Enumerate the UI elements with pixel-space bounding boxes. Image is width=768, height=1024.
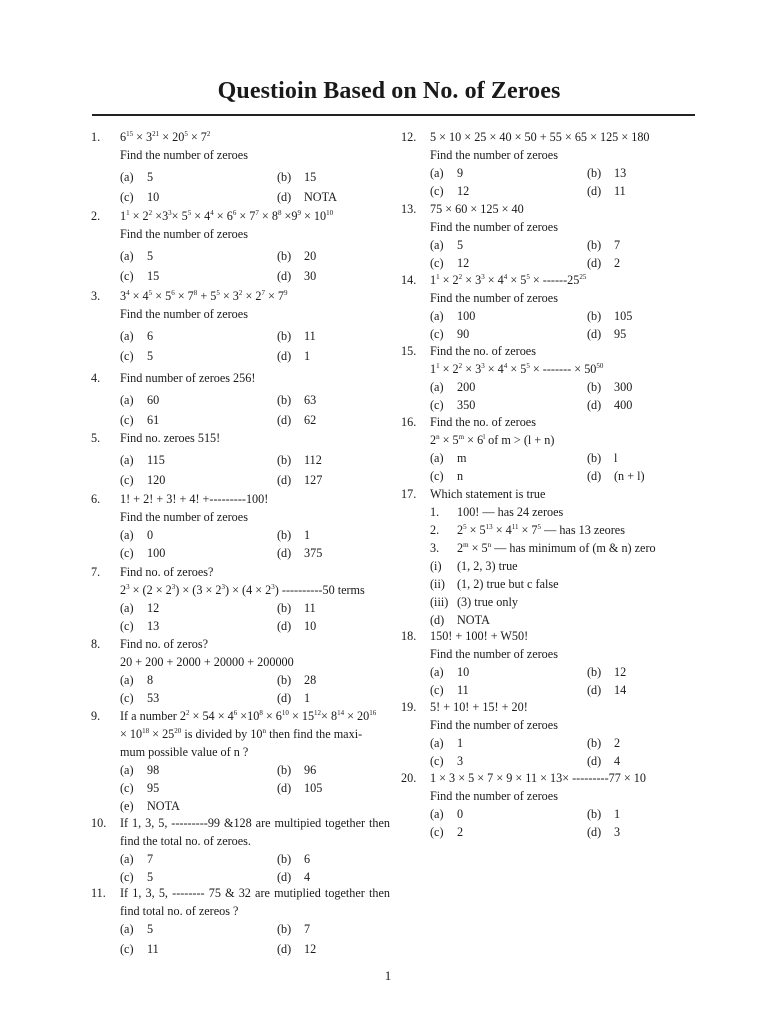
option-d: (d) 30	[277, 269, 317, 283]
question-number: 11.	[91, 886, 106, 900]
option-b: (b) 7	[587, 238, 621, 252]
option-b: (b) 11	[277, 329, 316, 343]
option-c: (c) 11	[120, 942, 159, 956]
answer-options	[120, 671, 391, 707]
question-prompt: Find the number of zeroes	[120, 510, 248, 524]
question-number: 5.	[91, 431, 101, 445]
option-a: (a) 7	[120, 852, 154, 866]
option-a: (a) 0	[430, 807, 464, 821]
option-a: (a) 115	[120, 453, 165, 467]
question-prompt: Find the number of zeroes	[120, 227, 248, 241]
question-text: Find no. of zeroes?	[120, 565, 214, 579]
question-number: 7.	[91, 565, 101, 579]
question-text: Find no. of zeros?	[120, 637, 209, 651]
question-prompt: Find the number of zeroes	[430, 148, 558, 162]
answer-options	[430, 164, 691, 200]
option-c: (c) 2	[430, 825, 464, 839]
question-9	[91, 707, 391, 814]
answer-options	[430, 449, 691, 485]
option-d: (d) 12	[277, 942, 317, 956]
answer-options	[430, 378, 691, 414]
option-b: (b) 63	[277, 393, 317, 407]
option-c: (c) 61	[120, 413, 160, 427]
question-expression: 1 × 3 × 5 × 7 × 9 × 11 × 13× ---------77 × 10	[430, 771, 646, 785]
question-expression: 75 × 60 × 125 × 40	[430, 202, 524, 216]
answer-options	[120, 247, 391, 285]
right-column	[401, 128, 691, 841]
option-b: (b) 6	[277, 852, 311, 866]
option-a: (a) 1	[430, 736, 464, 750]
option-d: (d) 95	[587, 327, 627, 341]
answer-options	[430, 805, 691, 841]
question-text: Find number of zeroes 256!	[120, 371, 256, 385]
question-20	[401, 769, 691, 841]
option-a: (a) 5	[120, 170, 154, 184]
option-d: (d) 127	[277, 473, 323, 487]
question-17	[401, 485, 691, 627]
question-number: 13.	[401, 202, 417, 216]
option-c: (c) 100	[120, 546, 166, 560]
title-rule	[92, 114, 695, 116]
answer-options	[120, 391, 391, 429]
answer-options	[120, 451, 391, 489]
question-text: If 1, 3, 5, -------- 75 & 32 are mutiplied together then find total no. of zereos ?	[120, 886, 390, 918]
option-b: (b) 28	[277, 673, 317, 687]
option-ii: (ii) (1, 2) true but c false	[430, 577, 559, 591]
question-number: 2.	[91, 209, 101, 223]
option-c: (c) 120	[120, 473, 166, 487]
question-expression: $6^{15} \times 3^{21} \times 20^5 \times 7^2$	[120, 130, 211, 144]
option-d: (d) 11	[587, 184, 626, 198]
statement-2: 2. $2^5 \times 5^{13} \times 4^{11} \times 7^5$ — has 13 zeores	[430, 523, 625, 537]
option-a: (a) 5	[120, 249, 154, 263]
option-e: (e) NOTA	[120, 799, 180, 813]
option-a: (a) 5	[120, 922, 154, 936]
option-c: (c) 11	[430, 683, 469, 697]
question-expression: 20 + 200 + 2000 + 20000 + 200000	[120, 655, 294, 669]
option-a: (a) 5	[430, 238, 464, 252]
option-b: (b) 300	[587, 380, 633, 394]
question-number: 19.	[401, 700, 417, 714]
option-d: (d) 1	[277, 349, 311, 363]
option-c: (c) 10	[120, 190, 160, 204]
question-number: 14.	[401, 273, 417, 287]
question-prompt: Find the number of zeroes	[430, 789, 558, 803]
question-14	[401, 271, 691, 342]
option-iii: (iii) (3) true only	[430, 595, 518, 609]
question-3	[91, 287, 391, 369]
option-d: (d) 14	[587, 683, 627, 697]
question-prompt: Find the number of zeroes	[430, 647, 558, 661]
option-a: (a) 9	[430, 166, 464, 180]
answer-options	[120, 327, 391, 365]
option-b: (b) 2	[587, 736, 621, 750]
question-text: Find no. zeroes 515!	[120, 431, 221, 445]
question-7	[91, 563, 391, 635]
option-a: (a) 6	[120, 329, 154, 343]
question-expression: 5! + 10! + 15! + 20!	[430, 700, 528, 714]
question-6	[91, 490, 391, 563]
answer-options	[120, 850, 391, 886]
option-b: (b) 96	[277, 763, 317, 777]
answer-options	[430, 734, 691, 770]
question-12	[401, 128, 691, 200]
question-text: Which statement is true	[430, 487, 546, 501]
question-number: 4.	[91, 371, 101, 385]
question-number: 8.	[91, 637, 101, 651]
option-c: (c) 12	[430, 184, 470, 198]
option-c: (c) 5	[120, 870, 154, 884]
answer-options	[120, 761, 391, 815]
question-number: 12.	[401, 130, 417, 144]
option-d: (d) NOTA	[430, 613, 490, 627]
option-c: (c) 90	[430, 327, 470, 341]
option-c: (c) n	[430, 469, 464, 483]
question-text: If 1, 3, 5, ---------99 &128 are multipied together then find the total no. of zeroes.	[120, 816, 390, 848]
question-prompt: Find the number of zeroes	[120, 148, 248, 162]
question-number: 10.	[91, 816, 107, 830]
question-number: 17.	[401, 487, 417, 501]
question-prompt: Find the number of zeroes	[430, 291, 558, 305]
question-expression: 150! + 100! + W50!	[430, 629, 529, 643]
question-expression: 5 × 10 × 25 × 40 × 50 + 55 × 65 × 125 × 180	[430, 130, 650, 144]
question-5	[91, 429, 391, 490]
question-expression-cont: × $10^{18} \times 25^{20}$ is divided by 10$^n$ then find the maxi-	[120, 727, 363, 741]
left-column	[91, 128, 391, 958]
question-16	[401, 413, 691, 485]
option-b: (b) 112	[277, 453, 322, 467]
option-d: (d) 375	[277, 546, 323, 560]
question-prompt: Find the number of zeroes	[430, 220, 558, 234]
question-prompt: Find the number of zeroes	[430, 718, 558, 732]
answer-options	[430, 307, 691, 343]
statement-3: 3. $2^m \times 5^n$ — has minimum of (m & n) zero	[430, 541, 656, 555]
question-text: mum possible value of n ?	[120, 745, 249, 759]
page-number: 1	[384, 968, 392, 983]
option-c: (c) 5	[120, 349, 154, 363]
question-2	[91, 207, 391, 287]
question-text: 1! + 2! + 3! + 4! +---------100!	[120, 492, 269, 506]
question-prompt: Find the number of zeroes	[120, 307, 248, 321]
option-b: (b) 1	[587, 807, 621, 821]
question-number: 1.	[91, 130, 101, 144]
option-b: (b) 7	[277, 922, 311, 936]
answer-options	[120, 920, 391, 958]
question-13	[401, 200, 691, 271]
answer-options	[120, 526, 391, 562]
question-expression: $1^1 \times 2^2 \times 3^3 \times 4^4 \times 5^5$ × ------- × $50^{50}$	[430, 362, 604, 376]
option-a: (a) 98	[120, 763, 160, 777]
option-b: (b) 15	[277, 170, 317, 184]
question-expression: $2^n \times 5^m \times 6^l$ of m > (l + n)	[430, 433, 555, 447]
question-number: 15.	[401, 344, 417, 358]
question-15	[401, 342, 691, 413]
question-number: 20.	[401, 771, 417, 785]
question-number: 16.	[401, 415, 417, 429]
option-d: (d) 3	[587, 825, 621, 839]
option-c: (c) 350	[430, 398, 476, 412]
option-b: (b) 13	[587, 166, 627, 180]
option-c: (c) 12	[430, 256, 470, 270]
option-c: (c) 13	[120, 619, 160, 633]
option-b: (b) 11	[277, 601, 316, 615]
question-expression: $1^1 \times 2^2 \times 3^3\times 5^5 \times 4^4 \times 6^6 \times 7^7 \times 8^8 \times 9^9 \times 10^{10}$	[120, 209, 334, 223]
option-b: (b) l	[587, 451, 618, 465]
question-8	[91, 635, 391, 707]
answer-options	[430, 663, 691, 699]
question-expression: If a number $2^2 \times 54 \times 4^6 \times 10^8 \times 6^{10} \times 15^{12}\times 8^{14} \times 20^{16}$	[120, 709, 377, 723]
option-a: (a) 8	[120, 673, 154, 687]
option-d: (d) 4	[277, 870, 311, 884]
question-expression: $1^1 \times 2^2 \times 3^3 \times 4^4 \times 5^5 \times ------25^{25}$	[430, 273, 587, 287]
option-a: (a) 0	[120, 528, 154, 542]
option-b: (b) 1	[277, 528, 311, 542]
option-d: (d) NOTA	[277, 190, 337, 204]
option-d: (d) 1	[277, 691, 311, 705]
question-11	[91, 884, 391, 958]
option-b: (b) 105	[587, 309, 633, 323]
question-text: Find the no. of zeroes	[430, 415, 536, 429]
option-i: (i) (1, 2, 3) true	[430, 559, 518, 573]
question-number: 18.	[401, 629, 417, 643]
answer-options	[120, 168, 391, 206]
option-a: (a) 12	[120, 601, 160, 615]
option-a: (a) 10	[430, 665, 470, 679]
option-d: (d) 400	[587, 398, 633, 412]
question-19	[401, 698, 691, 769]
question-18	[401, 627, 691, 698]
option-d: (d) 4	[587, 754, 621, 768]
answer-options	[120, 599, 391, 635]
question-expression: $2^3 \times (2 \times 2^3) \times (3 \times 2^3) \times (4 \times 2^3)$ ----------50 terms	[120, 583, 365, 597]
option-d: (d) 2	[587, 256, 621, 270]
question-10	[91, 814, 391, 884]
option-d: (d) 10	[277, 619, 317, 633]
question-4	[91, 369, 391, 429]
question-number: 3.	[91, 289, 101, 303]
answer-options	[430, 236, 691, 272]
question-number: 9.	[91, 709, 101, 723]
statement-1: 1. 100! — has 24 zeroes	[430, 505, 564, 519]
option-c: (c) 95	[120, 781, 160, 795]
option-a: (a) 100	[430, 309, 476, 323]
option-a: (a) 60	[120, 393, 160, 407]
option-c: (c) 3	[430, 754, 464, 768]
option-a: (a) m	[430, 451, 467, 465]
option-d: (d) 105	[277, 781, 323, 795]
option-b: (b) 12	[587, 665, 627, 679]
option-b: (b) 20	[277, 249, 317, 263]
question-expression: $3^4 \times 4^5 \times 5^6 \times 7^8 + 5^5 \times 3^2 \times 2^7 \times 7^9$	[120, 289, 288, 303]
option-d: (d) (n + l)	[587, 469, 645, 483]
page-title: Questioin Based on No. of Zeroes	[217, 78, 561, 104]
option-c: (c) 15	[120, 269, 160, 283]
option-a: (a) 200	[430, 380, 476, 394]
option-c: (c) 53	[120, 691, 160, 705]
question-text: Find the no. of zeroes	[430, 344, 536, 358]
option-d: (d) 62	[277, 413, 317, 427]
question-number: 6.	[91, 492, 101, 506]
question-1	[91, 128, 391, 207]
